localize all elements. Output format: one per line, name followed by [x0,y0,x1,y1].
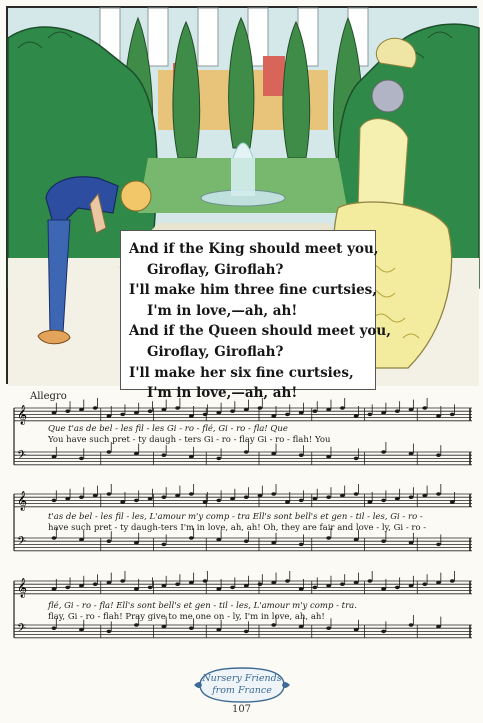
bass-clef-icon: 𝄢 [17,535,27,551]
badge-title-line-1: Nursery Friends [202,673,282,684]
verse-line-5: And if the Queen should meet you, [129,323,391,340]
lyric-english-2: have such pret - ty daugh-ters I'm in love, ah, ah! Oh, they are fair and love - ly, Gi - ro - [48,523,427,533]
book-title-badge [192,665,292,705]
tempo-marking: Allegro [30,391,67,402]
music-system-3 [8,575,476,657]
verse-line-7: I'll make her six fine curtsies, [129,364,354,381]
lyric-english-1: You have such pret - ty daugh - ters Gi - ro - flay Gi - ro - flah! You [48,435,331,445]
verse-box [120,230,391,402]
verse-line-1: And if the King should meet you, [129,241,379,257]
bass-clef-icon: 𝄢 [17,449,27,465]
verse-line-6: Giroflay, Giroflah? [147,343,284,360]
treble-clef-icon: 𝄞 [17,491,28,511]
page-number: 107 [231,704,252,715]
verse-line-2: Giroflay, Giroflah? [147,261,284,278]
music-system-1 [8,402,476,482]
music-system-2 [8,488,476,570]
lyric-french-1: Que t'as de bel - les fil - les Gi - ro - flé, Gi - ro - fla! Que [48,424,288,434]
treble-clef-icon: 𝄞 [17,405,28,425]
verse-line-8: I'm in love,—ah, ah! [147,385,298,402]
badge-title-line-2: from France [212,685,272,696]
bass-clef-icon: 𝄢 [17,622,27,638]
treble-clef-icon: 𝄞 [17,578,28,598]
lyric-french-3: flé, Gi - ro - fla! Ell's sont bell's et gen - til - les, L'amour m'y comp - tra. [48,601,357,611]
lyric-english-3: flay, Gi - ro - flah! Pray give to me one on - ly, I'm in love, ah, ah! [48,612,325,622]
lyric-french-2: t'as de bel - les fil - les, L'amour m'y comp - tra Ell's sont bell's et gen - til - les, Gi - ro - [48,512,423,522]
verse-line-3: I'll make him three fine curtsies, [129,282,377,299]
verse-line-4: I'm in love,—ah, ah! [147,302,298,319]
